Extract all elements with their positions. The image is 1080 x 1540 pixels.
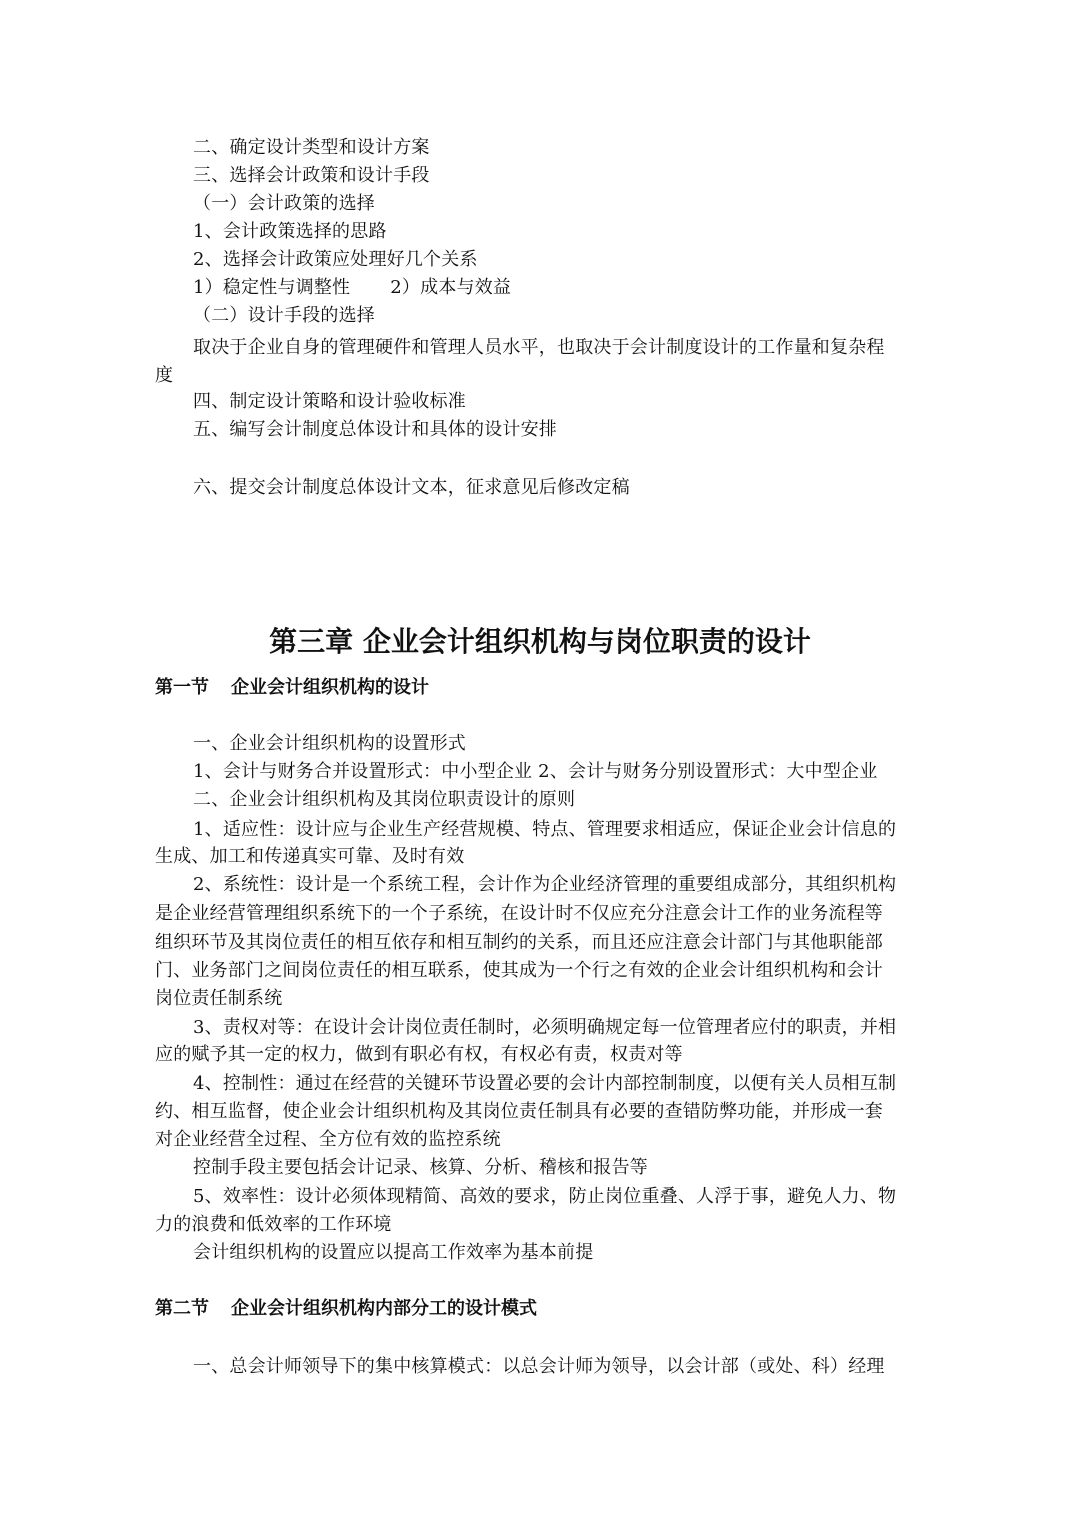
principle-systematic: 2、系统性：设计是一个系统工程，会计作为企业经济管理的重要组成部分，其组织机构 <box>193 874 897 895</box>
heading-six: 六、提交会计制度总体设计文本，征求意见后修改定稿 <box>193 477 630 498</box>
relation-stability: 1）稳定性与调整性 <box>193 277 351 298</box>
principle-systematic-cont-3: 门、业务部门之间岗位责任的相互联系，使其成为一个行之有效的企业会计组织机构和会计 <box>155 960 883 981</box>
section-1-name: 企业会计组织机构的设计 <box>231 677 429 698</box>
section-2-title <box>155 1295 537 1323</box>
principle-adaptability: 1、适应性：设计应与企业生产经营规模、特点、管理要求相适应，保证企业会计信息的 <box>193 819 897 840</box>
principle-control-cont-1: 约、相互监督，使企业会计组织机构及其岗位责任制具有必要的查错防弊功能，并形成一套 <box>155 1101 883 1122</box>
item-policy-approach: 1、会计政策选择的思路 <box>193 221 387 242</box>
relation-cost: 2）成本与效益 <box>390 277 512 298</box>
subheading-design-means: （二）设计手段的选择 <box>193 305 375 326</box>
heading-two: 二、确定设计类型和设计方案 <box>193 137 430 158</box>
relations-pair <box>193 274 511 302</box>
principle-responsibility: 3、责权对等：在设计会计岗位责任制时，必须明确规定每一位管理者应付的职责，并相 <box>193 1017 897 1038</box>
chapter-title: 第三章 企业会计组织机构与岗位职责的设计 <box>269 625 811 658</box>
subheading-policy-choice: （一）会计政策的选择 <box>193 193 375 214</box>
section-2-number: 第二节 <box>155 1298 209 1319</box>
s1-heading-two: 二、企业会计组织机构及其岗位职责设计的原则 <box>193 789 576 810</box>
principle-control: 4、控制性：通过在经营的关键环节设置必要的会计内部控制制度，以便有关人员相互制 <box>193 1073 897 1094</box>
s1-setup-forms: 1、会计与财务合并设置形式：中小型企业 2、会计与财务分别设置形式：大中型企业 <box>193 761 878 782</box>
efficiency-premise: 会计组织机构的设置应以提高工作效率为基本前提 <box>193 1242 594 1263</box>
s2-heading-one: 一、总会计师领导下的集中核算模式：以总会计师为领导，以会计部（或处、科）经理 <box>193 1356 885 1377</box>
s1-heading-one: 一、企业会计组织机构的设置形式 <box>193 733 466 754</box>
principle-responsibility-cont: 应的赋予其一定的权力，做到有职必有权，有权必有责，权责对等 <box>155 1044 683 1065</box>
principle-systematic-cont-4: 岗位责任制系统 <box>155 988 283 1009</box>
principle-systematic-cont-1: 是企业经营管理组织系统下的一个子系统，在设计时不仅应充分注意会计工作的业务流程等 <box>155 903 883 924</box>
principle-efficiency-cont: 力的浪费和低效率的工作环境 <box>155 1214 392 1235</box>
item-policy-relations: 2、选择会计政策应处理好几个关系 <box>193 249 478 270</box>
section-1-number: 第一节 <box>155 677 209 698</box>
heading-five: 五、编写会计制度总体设计和具体的设计安排 <box>193 419 557 440</box>
principle-efficiency: 5、效率性：设计必须体现精简、高效的要求，防止岗位重叠、人浮于事，避免人力、物 <box>193 1186 897 1207</box>
principle-adaptability-cont: 生成、加工和传递真实可靠、及时有效 <box>155 846 465 867</box>
paragraph-design-means-cont: 度 <box>155 365 174 386</box>
heading-four: 四、制定设计策略和设计验收标准 <box>193 391 466 412</box>
heading-three: 三、选择会计政策和设计手段 <box>193 165 430 186</box>
control-means: 控制手段主要包括会计记录、核算、分析、稽核和报告等 <box>193 1157 648 1178</box>
principle-control-cont-2: 对企业经营全过程、全方位有效的监控系统 <box>155 1129 501 1150</box>
principle-systematic-cont-2: 组织环节及其岗位责任的相互依存和相互制约的关系，而且还应注意会计部门与其他职能部 <box>155 932 883 953</box>
section-1-title <box>155 674 429 702</box>
paragraph-design-means: 取决于企业自身的管理硬件和管理人员水平，也取决于会计制度设计的工作量和复杂程 <box>193 337 885 358</box>
section-2-name: 企业会计组织机构内部分工的设计模式 <box>231 1298 537 1319</box>
